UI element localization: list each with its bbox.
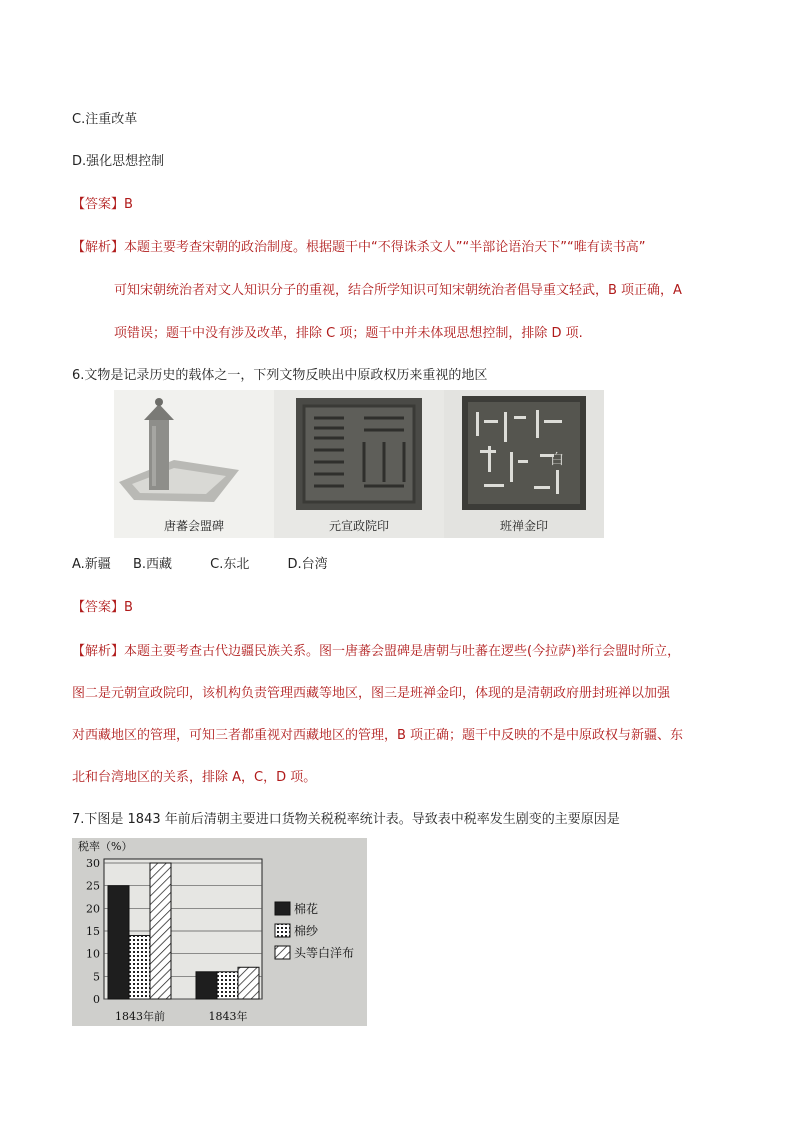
option-c: C.注重改革 [72,112,138,127]
answer-tag: 【答案】 [72,197,125,212]
legend-swatch [275,902,290,915]
bar-头等白洋布 [150,863,171,999]
x-tick-label: 1843年 [208,1010,248,1023]
answer-tag: 【答案】 [72,600,125,615]
q6-analysis-line-2: 图二是元朝宣政院印，该机构负责管理西藏等地区，图三是班禅金印，体现的是清朝政府册封班禅以加强 [72,686,671,701]
y-tick-label: 5 [93,970,100,984]
y-tick-label: 30 [86,857,100,870]
q7-stem: 7.下图是 1843 年前后清朝主要进口货物关税税率统计表。导致表中税率发生剧变的主要原因是 [72,812,620,827]
q6-options [72,553,328,572]
q6-stem: 6.文物是记录历史的载体之一，下列文物反映出中原政权历来重视的地区 [72,368,488,383]
yuan-seal [274,390,444,538]
bar-棉花 [108,886,129,999]
seal-glyph: 白 [550,452,564,468]
q6-answer [72,596,133,615]
y-tick-label: 0 [93,993,100,1006]
q5-analysis-line-2: 可知宋朝统治者对文人知识分子的重视，结合所学知识可知宋朝统治者倡导重文轻武，B 项正确，A [114,283,682,298]
option-d: D.强化思想控制 [72,154,165,169]
option-d: D.台湾 [287,557,328,572]
legend-swatch [275,924,290,937]
stele-illustration [114,390,274,538]
stele-image [114,390,274,538]
bar-棉纱 [217,972,238,999]
analysis-text: 本题主要考查宋朝的政治制度。根据题干中“不得诛杀文人”“半部论语治天下”“唯有读书高” [124,240,646,255]
answer-value: B [124,600,133,615]
y-tick-label: 15 [86,925,100,938]
seal-image-yuan [274,390,444,538]
q6-analysis-line-4: 北和台湾地区的关系，排除 A，C，D 项。 [72,770,317,785]
caption-panchen-seal: 班禅金印 [499,519,548,533]
seal-image-panchen [444,390,604,538]
tariff-chart [72,838,367,1026]
y-tick-label: 20 [86,902,100,916]
option-b: B.西藏 [132,557,173,572]
tariff-bar-chart [72,838,367,1026]
bar-棉花 [196,972,217,999]
panchen-seal [444,390,604,538]
y-tick-label: 10 [86,947,100,961]
answer-value: B [124,197,133,212]
analysis-text: 本题主要考查古代边疆民族关系。图一唐蕃会盟碑是唐朝与吐蕃在逻些(今拉萨)举行会盟时所立， [124,644,681,659]
caption-yuan-seal: 元宣政院印 [328,519,389,533]
legend-swatch [275,946,290,959]
q6-analysis-line-3: 对西藏地区的管理，可知三者都重视对西藏地区的管理，B 项正确；题干中反映的不是中原政权与新疆、东 [72,728,684,743]
analysis-tag: 【解析】 [72,644,125,659]
bar-棉纱 [129,936,150,999]
q5-analysis-line-1 [72,236,645,255]
y-tick-label: 25 [86,879,100,893]
legend-label: 头等白洋布 [294,946,355,960]
caption-stele: 唐蕃会盟碑 [163,519,224,533]
legend-label: 棉纱 [294,924,319,938]
legend-label: 棉花 [294,902,319,916]
q6-analysis-line-1 [72,640,680,659]
option-a: A.新疆 [72,557,111,572]
bar-头等白洋布 [238,967,259,999]
y-axis-label: 税率（%） [78,840,133,853]
q5-answer [72,193,133,212]
q5-analysis-line-3: 项错误；题干中没有涉及改革，排除 C 项；题干中并未体现思想控制，排除 D 项. [114,326,583,341]
x-tick-label: 1843年前 [115,1010,165,1023]
artifact-images [114,390,604,538]
analysis-tag: 【解析】 [72,240,125,255]
option-c: C.东北 [210,557,250,572]
